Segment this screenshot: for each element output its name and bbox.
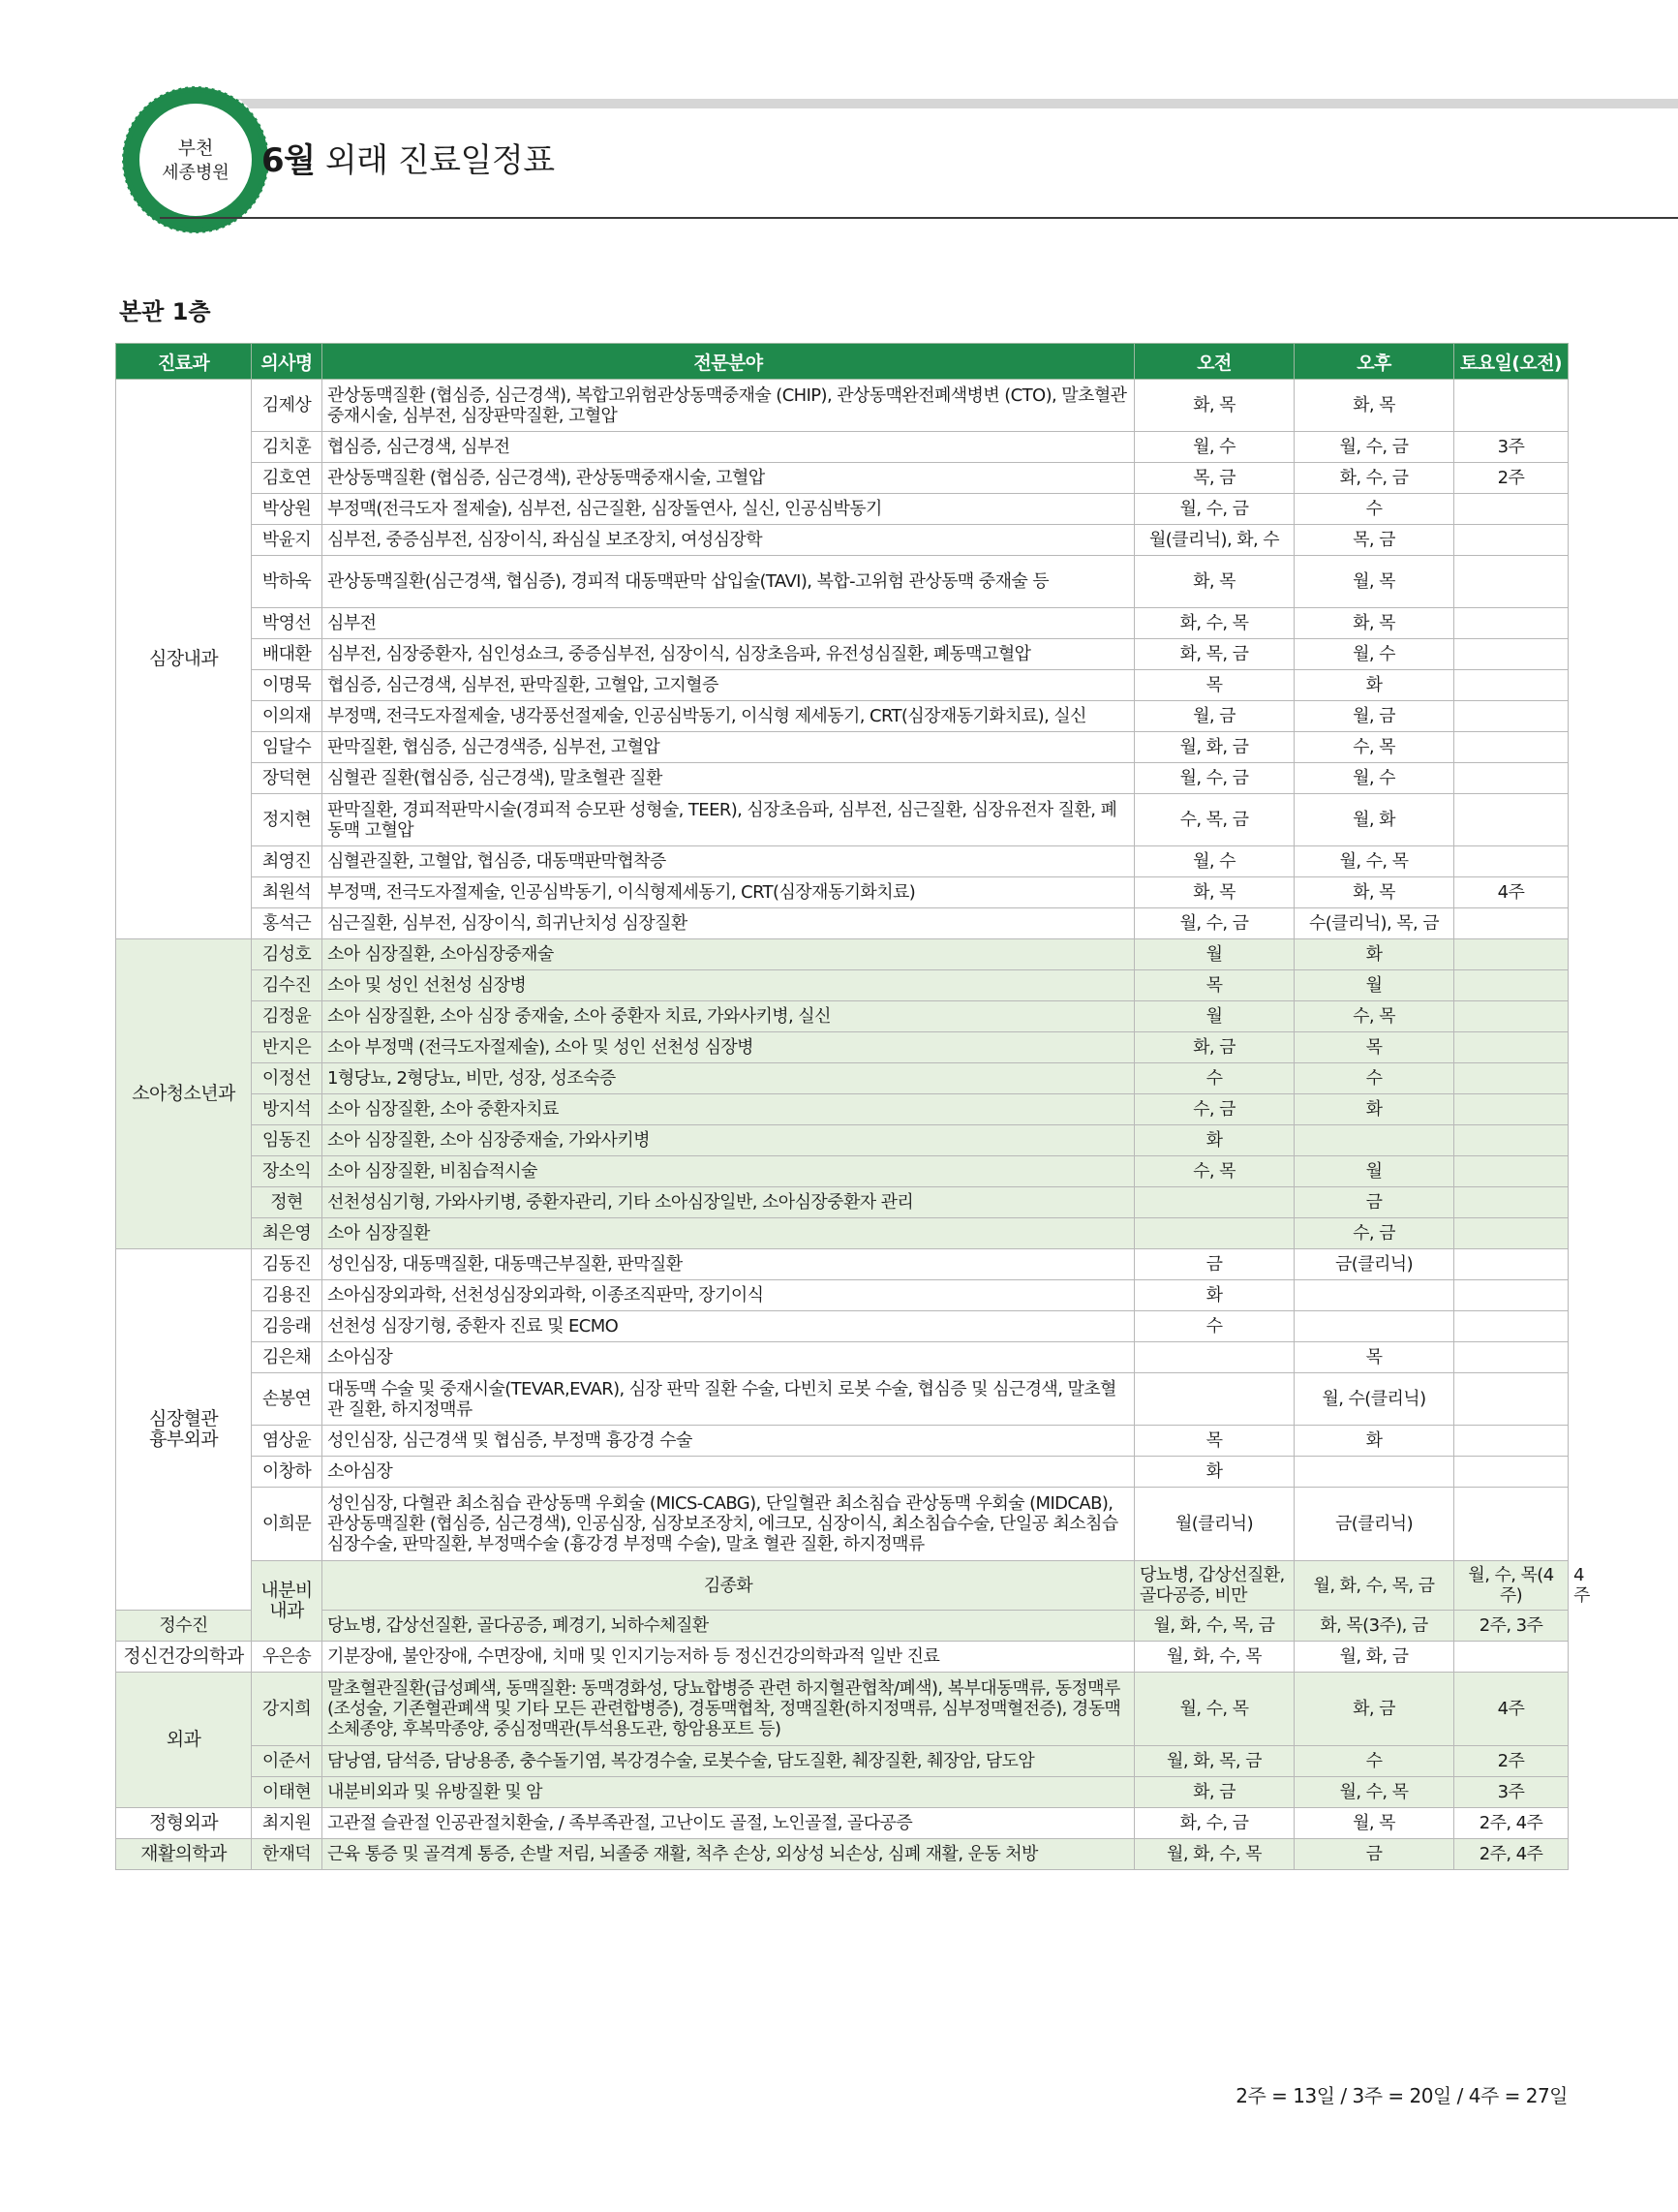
pm-days: 수, 목 <box>1295 732 1454 763</box>
doctor-name: 이희문 <box>252 1488 322 1561</box>
pm-days: 화, 목(3주), 금 <box>1295 1611 1454 1642</box>
pm-days: 월 <box>1295 970 1454 1001</box>
saturday-weeks <box>1454 1342 1569 1373</box>
am-days: 화, 수, 목 <box>1135 608 1295 639</box>
table-row <box>116 1032 1569 1063</box>
specialty-cell: 관상동맥질환(심근경색, 협심증), 경피적 대동맥판막 삽입술(TAVI), 복합-고위험 관상동맥 중재술 등 <box>322 556 1135 608</box>
saturday-weeks <box>1454 970 1569 1001</box>
saturday-weeks <box>1454 556 1569 608</box>
doctor-name: 이의재 <box>252 701 322 732</box>
pm-days: 월, 목 <box>1295 1808 1454 1839</box>
page-title <box>261 134 555 181</box>
pm-days: 화, 목 <box>1295 608 1454 639</box>
doctor-name: 최은영 <box>252 1218 322 1249</box>
saturday-weeks <box>1454 1094 1569 1125</box>
saturday-weeks <box>1454 1642 1569 1673</box>
schedule-table-body <box>116 380 1590 1870</box>
specialty-cell: 선천성심기형, 가와사키병, 중환자관리, 기타 소아심장일반, 소아심장중환자 관리 <box>322 1187 1135 1218</box>
am-days: 월(클리닉) <box>1135 1488 1295 1561</box>
specialty-cell: 소아심장 <box>322 1457 1135 1488</box>
saturday-weeks <box>1454 763 1569 794</box>
specialty-cell: 소아 및 성인 선천성 심장병 <box>322 970 1135 1001</box>
am-days: 화 <box>1135 1457 1295 1488</box>
am-days: 월, 수 <box>1135 432 1295 463</box>
pm-days: 화 <box>1295 670 1454 701</box>
am-days: 월, 화, 수, 목 <box>1135 1839 1295 1870</box>
specialty-cell: 성인심장, 다혈관 최소침습 관상동맥 우회술 (MICS-CABG), 단일혈관 최소침습 관상동맥 우회술 (MIDCAB), 관상동맥질환 (협심증, 심근경색), 인공심장, 심장보조장치, 에크모, 심장이식, 최소침습수술, 단일공 최소침습 심장수술, 판막질환, 부정맥수술 (흉강경 부정맥 수술), 말초 혈관 질환, 하지정맥류 <box>322 1488 1135 1561</box>
am-days: 화, 금 <box>1135 1032 1295 1063</box>
saturday-weeks <box>1454 1488 1569 1561</box>
saturday-weeks <box>1454 1249 1569 1280</box>
col-header-dept: 진료과 <box>116 344 252 380</box>
doctor-name: 김종화 <box>322 1561 1135 1611</box>
specialty-cell: 소아 심장질환, 소아 중환자치료 <box>322 1094 1135 1125</box>
table-row <box>116 1426 1569 1457</box>
table-row <box>116 732 1569 763</box>
table-row <box>116 1311 1569 1342</box>
specialty-cell: 당뇨병, 갑상선질환, 골다공증, 비만 <box>1135 1561 1295 1611</box>
saturday-weeks: 2주, 3주 <box>1454 1611 1569 1642</box>
am-days: 월, 화, 수, 목, 금 <box>1135 1611 1295 1642</box>
saturday-weeks <box>1454 1063 1569 1094</box>
department-cell: 재활의학과 <box>116 1839 252 1870</box>
specialty-cell: 심혈관 질환(협심증, 심근경색), 말초혈관 질환 <box>322 763 1135 794</box>
table-row <box>116 701 1569 732</box>
specialty-cell: 담낭염, 담석증, 담낭용종, 충수돌기염, 복강경수술, 로봇수술, 담도질환, 췌장질환, 췌장암, 담도암 <box>322 1746 1135 1777</box>
specialty-cell: 기분장애, 불안장애, 수면장애, 치매 및 인지기능저하 등 정신건강의학과적 일반 진료 <box>322 1642 1135 1673</box>
table-row: 내분비내과 김종화 당뇨병, 갑상선질환, 골다공증, 비만 월, 화, 수, 목, 금 월, 수, 목(4주) 4주 <box>116 1561 1569 1611</box>
doctor-name: 강지희 <box>252 1673 322 1746</box>
pm-days <box>1295 1311 1454 1342</box>
doctor-name: 최영진 <box>252 846 322 877</box>
doctor-name: 임달수 <box>252 732 322 763</box>
specialty-cell: 소아심장외과학, 선천성심장외과학, 이종조직판막, 장기이식 <box>322 1280 1135 1311</box>
saturday-weeks <box>1454 1156 1569 1187</box>
saturday-weeks: 4주 <box>1454 877 1569 908</box>
specialty-cell: 근육 통증 및 골격계 통증, 손발 저림, 뇌졸중 재활, 척추 손상, 외상성 뇌손상, 심폐 재활, 운동 처방 <box>322 1839 1135 1870</box>
specialty-cell: 내분비외과 및 유방질환 및 암 <box>322 1777 1135 1808</box>
saturday-weeks <box>1454 1426 1569 1457</box>
table-row <box>116 380 1569 432</box>
pm-days: 월, 수 <box>1295 763 1454 794</box>
doctor-name: 염상윤 <box>252 1426 322 1457</box>
pm-days: 수 <box>1295 494 1454 525</box>
col-header-specialty: 전문분야 <box>322 344 1135 380</box>
specialty-cell: 선천성 심장기형, 중환자 진료 및 ECMO <box>322 1311 1135 1342</box>
table-row <box>116 939 1569 970</box>
doctor-name: 김응래 <box>252 1311 322 1342</box>
saturday-weeks <box>1454 1280 1569 1311</box>
pm-days: 목, 금 <box>1295 525 1454 556</box>
doctor-name: 최지원 <box>252 1808 322 1839</box>
am-days: 화 <box>1135 1280 1295 1311</box>
doctor-name: 이준서 <box>252 1746 322 1777</box>
specialty-cell: 1형당뇨, 2형당뇨, 비만, 성장, 성조숙증 <box>322 1063 1135 1094</box>
pm-days: 금(클리닉) <box>1295 1488 1454 1561</box>
am-days: 월(클리닉), 화, 수 <box>1135 525 1295 556</box>
am-days: 월, 금 <box>1135 701 1295 732</box>
section-title: 본관 1층 <box>119 298 211 325</box>
am-days <box>1135 1373 1295 1426</box>
pm-days: 월 <box>1295 1156 1454 1187</box>
am-days: 화, 목, 금 <box>1135 639 1295 670</box>
pm-days <box>1295 1280 1454 1311</box>
specialty-cell: 심부전, 중증심부전, 심장이식, 좌심실 보조장치, 여성심장학 <box>322 525 1135 556</box>
specialty-cell: 성인심장, 심근경색 및 협심증, 부정맥 흉강경 수술 <box>322 1426 1135 1457</box>
am-days: 수, 금 <box>1135 1094 1295 1125</box>
specialty-cell: 판막질환, 경피적판막시술(경피적 승모판 성형술, TEER), 심장초음파, 심부전, 심근질환, 심장유전자 질환, 폐동맥 고혈압 <box>322 794 1135 846</box>
doctor-name: 김정윤 <box>252 1001 322 1032</box>
doctor-name: 우은송 <box>252 1642 322 1673</box>
pm-days: 월, 목 <box>1295 556 1454 608</box>
table-row <box>116 670 1569 701</box>
pm-days: 월, 수(클리닉) <box>1295 1373 1454 1426</box>
specialty-cell: 고관절 슬관절 인공관절치환술, / 족부족관절, 고난이도 골절, 노인골절, 골다공증 <box>322 1808 1135 1839</box>
am-days: 월, 화, 금 <box>1135 732 1295 763</box>
saturday-weeks: 2주 <box>1454 1746 1569 1777</box>
specialty-cell: 성인심장, 대동맥질환, 대동맥근부질환, 판막질환 <box>322 1249 1135 1280</box>
page-title-month: 6월 <box>261 141 316 180</box>
saturday-weeks: 2주, 4주 <box>1454 1808 1569 1839</box>
top-gray-bar <box>155 99 1678 108</box>
doctor-name: 임동진 <box>252 1125 322 1156</box>
specialty-cell: 당뇨병, 갑상선질환, 골다공증, 폐경기, 뇌하수체질환 <box>322 1611 1135 1642</box>
am-days: 금 <box>1135 1249 1295 1280</box>
table-row <box>116 877 1569 908</box>
pm-days: 금(클리닉) <box>1295 1249 1454 1280</box>
saturday-weeks <box>1454 1218 1569 1249</box>
am-days: 화, 금 <box>1135 1777 1295 1808</box>
doctor-name: 반지은 <box>252 1032 322 1063</box>
pm-days: 수, 금 <box>1295 1218 1454 1249</box>
hospital-logo-badge <box>118 82 273 237</box>
pm-days: 월, 수, 목 <box>1295 1777 1454 1808</box>
table-row <box>116 608 1569 639</box>
saturday-weeks <box>1454 639 1569 670</box>
am-days: 화, 수, 금 <box>1135 1808 1295 1839</box>
pm-days: 수, 목 <box>1295 1001 1454 1032</box>
am-days: 화 <box>1135 1125 1295 1156</box>
am-days: 월 <box>1135 1001 1295 1032</box>
table-row <box>116 1187 1569 1218</box>
specialty-cell: 소아 심장질환 <box>322 1218 1135 1249</box>
doctor-name: 박상원 <box>252 494 322 525</box>
saturday-weeks <box>1454 380 1569 432</box>
am-days <box>1135 1218 1295 1249</box>
saturday-weeks <box>1454 608 1569 639</box>
doctor-name: 손봉연 <box>252 1373 322 1426</box>
am-days: 수 <box>1135 1063 1295 1094</box>
table-row <box>116 1746 1569 1777</box>
table-row <box>116 908 1569 939</box>
doctor-name: 홍석근 <box>252 908 322 939</box>
doctor-name: 박하욱 <box>252 556 322 608</box>
pm-days: 수(클리닉), 목, 금 <box>1295 908 1454 939</box>
table-row <box>116 1457 1569 1488</box>
doctor-name: 김수진 <box>252 970 322 1001</box>
pm-days: 화, 금 <box>1295 1673 1454 1746</box>
am-days: 월, 수, 목 <box>1135 1673 1295 1746</box>
saturday-week-footnote: 2주 = 13일 / 3주 = 20일 / 4주 = 27일 <box>1236 2084 1568 2107</box>
saturday-weeks: 2주 <box>1454 463 1569 494</box>
am-days <box>1135 1342 1295 1373</box>
saturday-weeks <box>1454 794 1569 846</box>
am-days: 월, 수, 금 <box>1135 908 1295 939</box>
pm-days: 월, 화 <box>1295 794 1454 846</box>
specialty-cell: 소아 부정맥 (전극도자절제술), 소아 및 성인 선천성 심장병 <box>322 1032 1135 1063</box>
saturday-weeks: 3주 <box>1454 1777 1569 1808</box>
table-row <box>116 763 1569 794</box>
am-days: 화, 목 <box>1135 877 1295 908</box>
saturday-weeks <box>1454 1187 1569 1218</box>
department-cell: 소아청소년과 <box>116 939 252 1249</box>
doctor-name: 김동진 <box>252 1249 322 1280</box>
specialty-cell: 소아 심장질환, 소아 심장중재술, 가와사키병 <box>322 1125 1135 1156</box>
doctor-name: 김호연 <box>252 463 322 494</box>
saturday-weeks: 2주, 4주 <box>1454 1839 1569 1870</box>
table-row <box>116 1094 1569 1125</box>
am-days: 수, 목 <box>1135 1156 1295 1187</box>
specialty-cell: 말초혈관질환(급성폐색, 동맥질환: 동맥경화성, 당뇨합병증 관련 하지혈관협착/폐색), 복부대동맥류, 동정맥루 (조성술, 기존혈관폐색 및 기타 모든 관련합병증), 경동맥협착, 정맥질환(하지정맥류, 심부정맥혈전증), 경동맥소체종양, 후복막종양, 중심정맥관(투석용도관, 항암용포트 등) <box>322 1673 1135 1746</box>
department-cell: 심장혈관 흉부외과 <box>116 1249 252 1611</box>
doctor-name: 배대환 <box>252 639 322 670</box>
table-row <box>116 463 1569 494</box>
specialty-cell: 심근질환, 심부전, 심장이식, 희귀난치성 심장질환 <box>322 908 1135 939</box>
pm-days: 월, 수, 목(4주) <box>1454 1561 1569 1611</box>
saturday-weeks <box>1454 939 1569 970</box>
pm-days: 월, 금 <box>1295 701 1454 732</box>
doctor-name: 김성호 <box>252 939 322 970</box>
pm-days: 화 <box>1295 939 1454 970</box>
table-row <box>116 1373 1569 1426</box>
specialty-cell: 심혈관질환, 고혈압, 협심증, 대동맥판막협착증 <box>322 846 1135 877</box>
specialty-cell: 소아 심장질환, 소아심장중재술 <box>322 939 1135 970</box>
specialty-cell: 관상동맥질환 (협심증, 심근경색), 복합고위험관상동맥중재술 (CHIP), 관상동맥완전폐색병변 (CTO), 말초혈관중재시술, 심부전, 심장판막질환, 고혈압 <box>322 380 1135 432</box>
am-days: 월, 화, 수, 목 <box>1135 1642 1295 1673</box>
table-row <box>116 1673 1569 1746</box>
doctor-name: 장덕현 <box>252 763 322 794</box>
saturday-weeks <box>1454 908 1569 939</box>
am-days: 월, 수 <box>1135 846 1295 877</box>
saturday-weeks <box>1454 732 1569 763</box>
table-row <box>116 1218 1569 1249</box>
pm-days: 월, 화, 금 <box>1295 1642 1454 1673</box>
pm-days: 월, 수, 금 <box>1295 432 1454 463</box>
doctor-name: 방지석 <box>252 1094 322 1125</box>
doctor-name: 박윤지 <box>252 525 322 556</box>
pm-days: 금 <box>1295 1839 1454 1870</box>
saturday-weeks <box>1454 1125 1569 1156</box>
specialty-cell: 부정맥(전극도자 절제술), 심부전, 심근질환, 심장돌연사, 실신, 인공심박동기 <box>322 494 1135 525</box>
col-header-saturday: 토요일(오전) <box>1454 344 1569 380</box>
table-row <box>116 1249 1569 1280</box>
table-row <box>116 970 1569 1001</box>
specialty-cell: 소아 심장질환, 소아 심장 중재술, 소아 중환자 치료, 가와사키병, 실신 <box>322 1001 1135 1032</box>
am-days <box>1135 1187 1295 1218</box>
specialty-cell: 소아심장 <box>322 1342 1135 1373</box>
department-cell: 내분비내과 <box>252 1561 322 1642</box>
title-underline <box>160 217 1678 219</box>
table-row <box>116 1839 1569 1870</box>
am-days: 목 <box>1135 970 1295 1001</box>
pm-days: 화 <box>1295 1426 1454 1457</box>
specialty-cell: 관상동맥질환 (협심증, 심근경색), 관상동맥중재시술, 고혈압 <box>322 463 1135 494</box>
doctor-name: 정수진 <box>116 1611 252 1642</box>
table-row <box>116 525 1569 556</box>
doctor-name: 김치훈 <box>252 432 322 463</box>
doctor-name: 김은채 <box>252 1342 322 1373</box>
table-row <box>116 1063 1569 1094</box>
am-days: 월, 수, 금 <box>1135 763 1295 794</box>
saturday-weeks <box>1454 1373 1569 1426</box>
specialty-cell: 부정맥, 전극도자절제술, 냉각풍선절제술, 인공심박동기, 이식형 제세동기, CRT(심장재동기화치료), 실신 <box>322 701 1135 732</box>
specialty-cell: 협심증, 심근경색, 심부전, 판막질환, 고혈압, 고지혈증 <box>322 670 1135 701</box>
schedule-table <box>115 343 1590 1870</box>
pm-days: 목 <box>1295 1342 1454 1373</box>
table-row <box>116 639 1569 670</box>
department-cell: 심장내과 <box>116 380 252 939</box>
specialty-cell: 심부전, 심장중환자, 심인성쇼크, 중증심부전, 심장이식, 심장초음파, 유전성심질환, 폐동맥고혈압 <box>322 639 1135 670</box>
department-cell: 정형외과 <box>116 1808 252 1839</box>
table-row <box>116 1808 1569 1839</box>
doctor-name: 이창하 <box>252 1457 322 1488</box>
am-days: 월 <box>1135 939 1295 970</box>
saturday-weeks <box>1454 846 1569 877</box>
table-row <box>116 1125 1569 1156</box>
doctor-name: 이태현 <box>252 1777 322 1808</box>
col-header-am: 오전 <box>1135 344 1295 380</box>
logo-line2: 세종병원 <box>162 163 229 183</box>
table-row <box>116 1342 1569 1373</box>
saturday-weeks <box>1454 1032 1569 1063</box>
am-days: 수, 목, 금 <box>1135 794 1295 846</box>
col-header-doctor: 의사명 <box>252 344 322 380</box>
department-cell: 정신건강의학과 <box>116 1642 252 1673</box>
table-row <box>116 1156 1569 1187</box>
am-days: 목 <box>1135 670 1295 701</box>
specialty-cell: 협심증, 심근경색, 심부전 <box>322 432 1135 463</box>
am-days: 수 <box>1135 1311 1295 1342</box>
doctor-name: 한재덕 <box>252 1839 322 1870</box>
pm-days: 수 <box>1295 1746 1454 1777</box>
specialty-cell: 대동맥 수술 및 중재시술(TEVAR,EVAR), 심장 판막 질환 수술, 다빈치 로봇 수술, 협심증 및 심근경색, 말초혈관 질환, 하지정맥류 <box>322 1373 1135 1426</box>
doctor-name: 이정선 <box>252 1063 322 1094</box>
table-row <box>116 1488 1569 1561</box>
am-days: 화, 목 <box>1135 380 1295 432</box>
pm-days <box>1295 1457 1454 1488</box>
saturday-weeks <box>1454 1457 1569 1488</box>
saturday-weeks <box>1454 701 1569 732</box>
table-row <box>116 846 1569 877</box>
specialty-cell: 심부전 <box>322 608 1135 639</box>
specialty-cell: 부정맥, 전극도자절제술, 인공심박동기, 이식형제세동기, CRT(심장재동기화치료) <box>322 877 1135 908</box>
table-row <box>116 1611 1569 1642</box>
am-days: 목 <box>1135 1426 1295 1457</box>
doctor-name: 김제상 <box>252 380 322 432</box>
saturday-weeks: 3주 <box>1454 432 1569 463</box>
table-row <box>116 1001 1569 1032</box>
department-cell: 외과 <box>116 1673 252 1808</box>
am-days: 월, 화, 수, 목, 금 <box>1295 1561 1454 1611</box>
doctor-name: 장소익 <box>252 1156 322 1187</box>
pm-days: 월, 수 <box>1295 639 1454 670</box>
specialty-cell: 판막질환, 협심증, 심근경색증, 심부전, 고혈압 <box>322 732 1135 763</box>
pm-days: 화 <box>1295 1094 1454 1125</box>
pm-days <box>1295 1125 1454 1156</box>
saturday-weeks <box>1454 494 1569 525</box>
doctor-name: 정지현 <box>252 794 322 846</box>
am-days: 월, 화, 목, 금 <box>1135 1746 1295 1777</box>
pm-days: 화, 목 <box>1295 380 1454 432</box>
doctor-name: 최원석 <box>252 877 322 908</box>
table-row <box>116 1280 1569 1311</box>
saturday-weeks <box>1454 1311 1569 1342</box>
table-header-row <box>116 344 1569 380</box>
pm-days: 금 <box>1295 1187 1454 1218</box>
doctor-name: 이명묵 <box>252 670 322 701</box>
am-days: 월, 수, 금 <box>1135 494 1295 525</box>
specialty-cell: 소아 심장질환, 비침습적시술 <box>322 1156 1135 1187</box>
am-days: 화, 목 <box>1135 556 1295 608</box>
col-header-pm: 오후 <box>1295 344 1454 380</box>
pm-days: 화, 수, 금 <box>1295 463 1454 494</box>
saturday-weeks <box>1454 525 1569 556</box>
pm-days: 화, 목 <box>1295 877 1454 908</box>
logo-line1: 부천 <box>177 138 214 159</box>
doctor-name: 김용진 <box>252 1280 322 1311</box>
pm-days: 목 <box>1295 1032 1454 1063</box>
doctor-name: 박영선 <box>252 608 322 639</box>
saturday-weeks <box>1454 670 1569 701</box>
table-row <box>116 432 1569 463</box>
table-row <box>116 556 1569 608</box>
page-title-rest: 외래 진료일정표 <box>315 141 555 180</box>
table-row <box>116 494 1569 525</box>
saturday-weeks: 4주 <box>1454 1673 1569 1746</box>
doctor-name: 정현 <box>252 1187 322 1218</box>
saturday-weeks <box>1454 1001 1569 1032</box>
am-days: 목, 금 <box>1135 463 1295 494</box>
pm-days: 월, 수, 목 <box>1295 846 1454 877</box>
table-row <box>116 1777 1569 1808</box>
pm-days: 수 <box>1295 1063 1454 1094</box>
table-row <box>116 1642 1569 1673</box>
table-row <box>116 794 1569 846</box>
